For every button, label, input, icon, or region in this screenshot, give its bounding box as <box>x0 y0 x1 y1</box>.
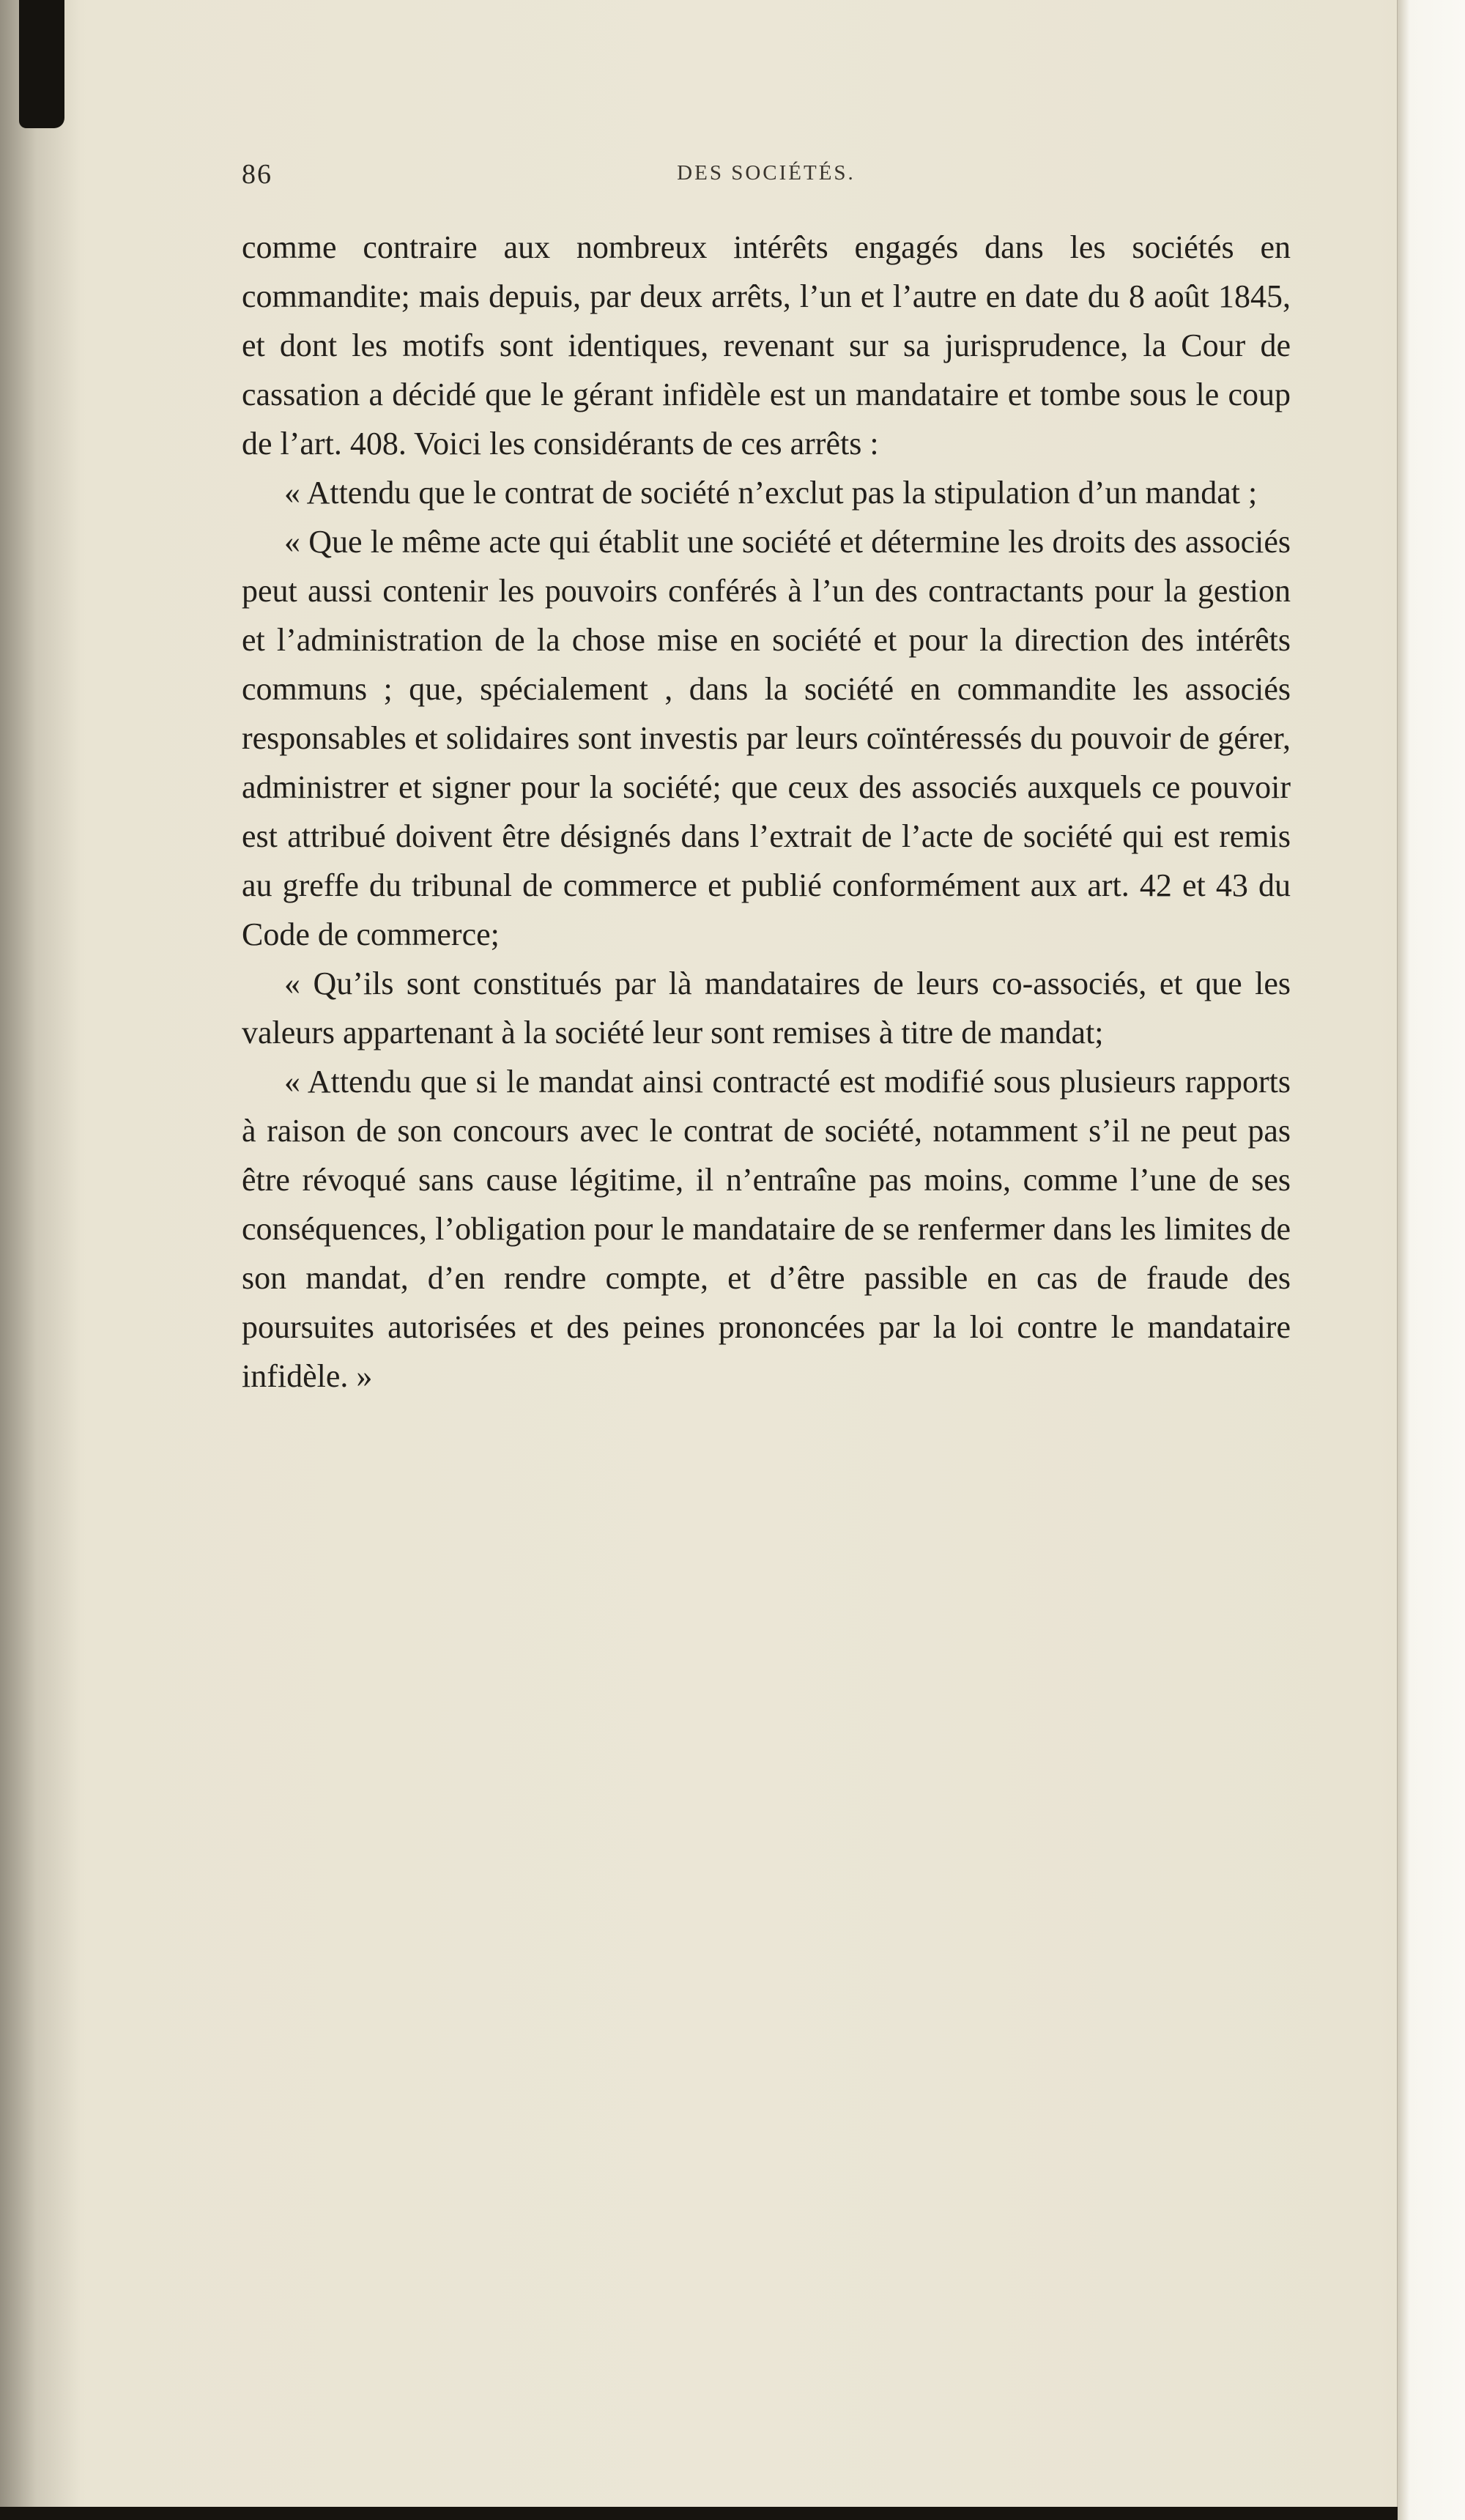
paragraph: « Attendu que si le mandat ainsi contracté est modifié sous plusieurs rapports à raison de son concours avec le contrat de société, notamment s’il ne peut pas être révoqué sans cause légitime, il n’entraîne pas moins, comme l’une de ses conséquences, l’obligation pour le mandataire de se renfermer dans les limites de son mandat, d’en rendre compte, et d’être passible en cas de fraude des poursuites autorisées et des peines prononcées par la loi contre le mandataire infidèle. » <box>242 1064 1291 1394</box>
body-text <box>242 223 1291 1401</box>
paragraph: « Que le même acte qui établit une société et détermine les droits des associés peut aussi contenir les pouvoirs conférés à l’un des contractants pour la gestion et l’administration de la chose mise en société et pour la direction des intérêts communs ; que, spécialement , dans la société en commandite les associés responsables et solidaires sont investis par leurs coïntéressés du pouvoir de gérer, administrer et signer pour la société; que ceux des associés auxquels ce pouvoir est attribué doivent être désignés dans l’extrait de l’acte de société qui est remis au greffe du tribunal de commerce et publié conformément aux art. 42 et 43 du Code de commerce; <box>242 524 1291 952</box>
page-number: 86 <box>242 159 272 190</box>
running-head <box>242 152 1291 196</box>
paragraph: « Attendu que le contrat de société n’exclut pas la stipulation d’un mandat ; <box>284 475 1258 511</box>
scan-left-edge-shadow <box>0 0 81 2520</box>
scan-bottom-edge-shadow <box>0 2507 1398 2520</box>
paragraph: comme contraire aux nombreux intérêts engagés dans les sociétés en commandite; mais depuis, par deux arrêts, l’un et l’autre en date du 8 août 1845, et dont les motifs sont identiques, revenant sur sa jurisprudence, la Cour de cassation a décidé que le gérant infidèle est un mandataire et tombe sous le coup de l’art. 408. Voici les considérants de ces arrêts : <box>242 229 1291 462</box>
page-content <box>242 152 1291 1401</box>
running-title: DES SOCIÉTÉS. <box>677 161 856 185</box>
paragraph: « Qu’ils sont constitués par là mandataires de leurs co-associés, et que les valeurs appartenant à la société leur sont remises à titre de mandat; <box>242 966 1291 1050</box>
scan-corner-mark <box>19 0 64 128</box>
scan-right-edge-strip <box>1397 0 1465 2520</box>
